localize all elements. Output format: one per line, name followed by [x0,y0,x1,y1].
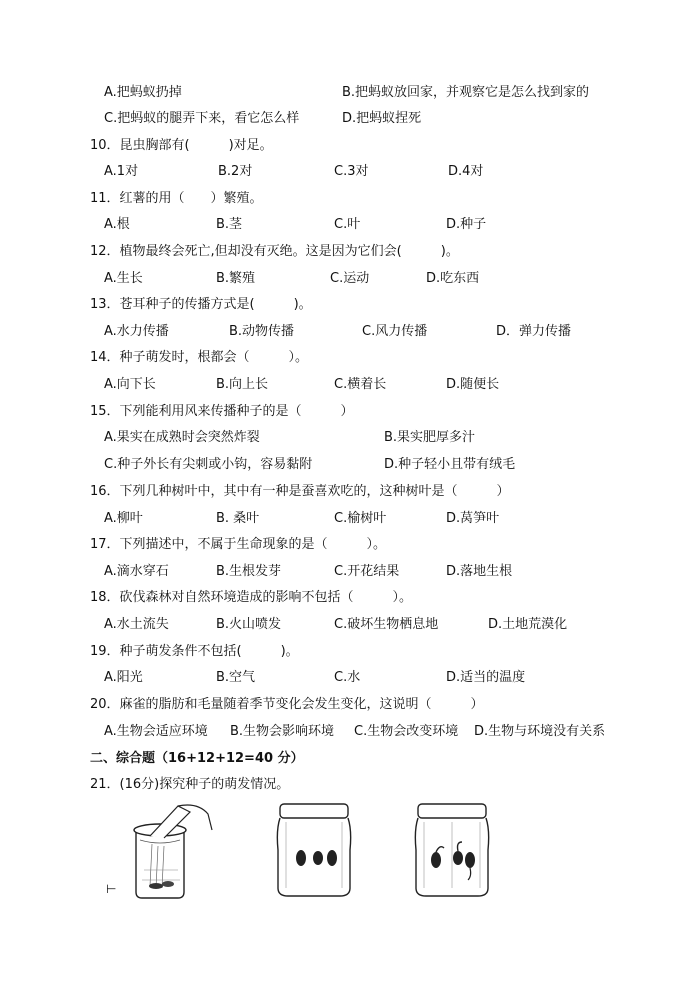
question-21-stem: 21．(16分)探究种子的萌发情况。 [90,777,290,792]
q15-option-a: A.果实在成熟时会突然炸裂 [104,430,260,445]
q20-option-c: C.生物会改变环境 [354,724,459,739]
q19-option-b: B.空气 [216,670,256,685]
q18-option-b: B.火山喷发 [216,617,282,632]
question-12-stem: 12．植物最终会死亡,但却没有灭绝。这是因为它们会( )。 [90,244,459,259]
q15-option-c: C.种子外长有尖刺或小钩，容易黏附 [104,457,313,472]
q16-option-c: C.榆树叶 [334,511,387,526]
q11-option-d: D.种子 [446,217,487,232]
q16-option-b: B. 桑叶 [216,511,260,526]
q10-option-c: C.3对 [334,164,369,179]
figure-label: ⊢ [106,882,117,896]
question-17-stem: 17．下列描述中，不属于生命现象的是（ ）。 [90,537,387,552]
section-heading: 二、综合题（16+12+12=40 分） [90,751,304,766]
q14-option-c: C.横着长 [334,377,387,392]
q11-option-b: B.茎 [216,217,243,232]
q18-option-c: C.破坏生物栖息地 [334,617,439,632]
q10-option-a: A.1对 [104,164,139,179]
question-10-stem: 10．昆虫胸部有( )对足。 [90,138,273,153]
q9-option-d: D.把蚂蚁捏死 [342,111,422,126]
q19-option-d: D.适当的温度 [446,670,526,685]
q19-option-c: C.水 [334,670,361,685]
q20-option-d: D.生物与环境没有关系 [474,724,606,739]
q15-option-d: D.种子轻小且带有绒毛 [384,457,516,472]
question-16-stem: 16．下列几种树叶中，其中有一种是蚕喜欢吃的，这种树叶是（ ） [90,484,510,499]
q9-option-b: B.把蚂蚁放回家，并观察它是怎么找到家的 [342,85,590,100]
q9-option-c: C.把蚂蚁的腿弄下来，看它怎么样 [104,111,300,126]
q12-option-a: A.生长 [104,271,143,286]
question-19-stem: 19．种子萌发条件不包括( )。 [90,644,299,659]
jar-seeds-image [274,800,354,900]
q9-option-a: A.把蚂蚁扔掉 [104,85,182,100]
q11-option-a: A.根 [104,217,130,232]
q18-option-a: A.水土流失 [104,617,169,632]
q13-option-a: A.水力传播 [104,324,169,339]
q18-option-d: D.土地荒漠化 [488,617,568,632]
q14-option-b: B.向上长 [216,377,269,392]
q15-option-b: B.果实肥厚多汁 [384,430,476,445]
q12-option-b: B.繁殖 [216,271,256,286]
q12-option-d: D.吃东西 [426,271,480,286]
q19-option-a: A.阳光 [104,670,143,685]
q10-option-b: B.2对 [218,164,253,179]
q20-option-b: B.生物会影响环境 [230,724,335,739]
q10-option-d: D.4对 [448,164,484,179]
question-11-stem: 11．红薯的用（ ）繁殖。 [90,191,263,206]
jar-sprouting-seeds-image [412,800,492,900]
q17-option-c: C.开花结果 [334,564,400,579]
q17-option-d: D.落地生根 [446,564,513,579]
q17-option-b: B.生根发芽 [216,564,282,579]
question-18-stem: 18．砍伐森林对自然环境造成的影响不包括（ ）。 [90,590,413,605]
seed-germination-figure [128,800,478,900]
question-14-stem: 14．种子萌发时，根都会（ ）。 [90,350,309,365]
q17-option-a: A.滴水穿石 [104,564,169,579]
q14-option-a: A.向下长 [104,377,156,392]
question-13-stem: 13．苍耳种子的传播方式是( )。 [90,297,312,312]
q11-option-c: C.叶 [334,217,361,232]
q16-option-a: A.柳叶 [104,511,143,526]
q20-option-a: A.生物会适应环境 [104,724,208,739]
question-15-stem: 15．下列能利用风来传播种子的是（ ） [90,404,354,419]
q14-option-d: D.随便长 [446,377,500,392]
q13-option-d: D．弹力传播 [496,324,572,339]
q13-option-b: B.动物传播 [229,324,295,339]
q16-option-d: D.莴笋叶 [446,511,500,526]
question-20-stem: 20．麻雀的脂肪和毛量随着季节变化会发生变化，这说明（ ） [90,697,484,712]
q12-option-c: C.运动 [330,271,370,286]
jar-pouring-water-image [128,800,218,900]
q13-option-c: C.风力传播 [362,324,428,339]
